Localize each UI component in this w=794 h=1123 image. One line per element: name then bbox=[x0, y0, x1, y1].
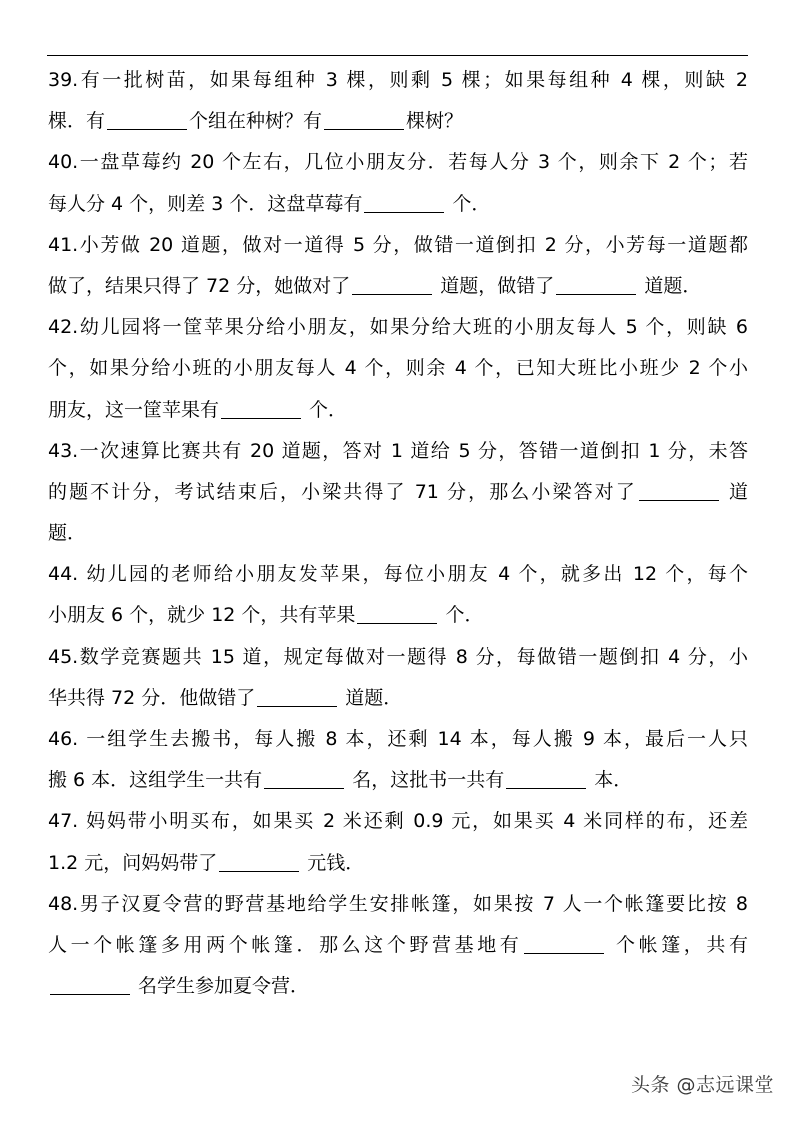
question-text: 1.2 元，问妈妈带了 bbox=[48, 851, 218, 874]
question-text: 40.一盘草莓约 20 个左右，几位小朋友分．若每人分 3 个，则余下 2 个；若 bbox=[48, 151, 748, 174]
question-text: 个组在种树？有 bbox=[189, 110, 323, 133]
answer-blank[interactable] bbox=[107, 110, 187, 130]
question-text: 个． bbox=[439, 604, 484, 627]
question-text: 42.幼儿园将一筐苹果分给小朋友，如果分给大班的小朋友每人 5 个，则缺 6 bbox=[48, 316, 748, 339]
answer-blank[interactable] bbox=[364, 193, 444, 213]
question-46 bbox=[48, 719, 748, 801]
question-text: 朋友，这一筐苹果有 bbox=[48, 398, 220, 421]
answer-blank[interactable] bbox=[357, 604, 437, 624]
question-text: 搬 6 本．这组学生一共有 bbox=[48, 769, 263, 792]
question-text: 道题，做错了 bbox=[434, 274, 555, 297]
answer-blank[interactable] bbox=[324, 110, 404, 130]
answer-blank[interactable] bbox=[257, 687, 337, 707]
question-text: 小朋友 6 个，就少 12 个，共有苹果 bbox=[48, 604, 356, 627]
question-line bbox=[48, 760, 748, 801]
question-text: 道题． bbox=[638, 274, 702, 297]
question-text: 48.男子汉夏令营的野营基地给学生安排帐篷，如果按 7 人一个帐篷要比按 8 bbox=[48, 892, 748, 915]
answer-blank[interactable] bbox=[264, 769, 344, 789]
question-text: 个帐篷，共有 bbox=[606, 933, 748, 956]
question-line bbox=[48, 966, 748, 1007]
question-text: 个，如果分给小班的小朋友每人 4 个，则余 4 个，已知大班比小班少 2 个小 bbox=[48, 357, 748, 380]
question-text: 47. 妈妈带小明买布，如果买 2 米还剩 0.9 元，如果买 4 米同样的布，还差 bbox=[48, 810, 748, 833]
question-text: 题． bbox=[48, 522, 87, 545]
question-line bbox=[48, 637, 748, 678]
question-line bbox=[48, 225, 748, 266]
question-text: 46. 一组学生去搬书，每人搬 8 本，还剩 14 本，每人搬 9 本，最后一人只 bbox=[48, 728, 748, 750]
question-list bbox=[48, 60, 748, 1007]
question-line bbox=[48, 348, 748, 389]
question-text: 43.一次速算比赛共有 20 道题，答对 1 道给 5 分，答错一道倒扣 1 分，未答 bbox=[48, 439, 748, 462]
question-40 bbox=[48, 142, 748, 224]
question-text: 人一个帐篷多用两个帐篷．那么这个野营基地有 bbox=[48, 933, 523, 956]
question-39 bbox=[48, 60, 748, 142]
watermark: 头条 @志远课堂 bbox=[630, 1074, 774, 1096]
question-text: 41.小芳做 20 道题，做对一道得 5 分，做错一道倒扣 2 分，小芳每一道题都 bbox=[48, 233, 748, 256]
question-text: 每人分 4 个，则差 3 个．这盘草莓有 bbox=[48, 192, 363, 215]
question-line bbox=[48, 925, 748, 966]
question-line bbox=[48, 884, 748, 925]
question-text: 棵树？ bbox=[406, 110, 464, 133]
question-line bbox=[48, 390, 748, 431]
top-rule bbox=[47, 55, 748, 56]
question-line bbox=[48, 843, 748, 884]
answer-blank[interactable] bbox=[506, 769, 586, 789]
question-line bbox=[48, 472, 748, 513]
question-44 bbox=[48, 554, 748, 636]
question-text: 棵．有 bbox=[48, 110, 106, 133]
question-text: 道 bbox=[720, 480, 748, 503]
question-line bbox=[48, 184, 748, 225]
question-line bbox=[48, 307, 748, 348]
question-text: 45.数学竞赛题共 15 道，规定每做对一题得 8 分，每做错一题倒扣 4 分，小 bbox=[48, 645, 748, 668]
question-text: 名，这批书一共有 bbox=[346, 769, 505, 792]
question-41 bbox=[48, 225, 748, 307]
question-text: 个． bbox=[303, 398, 348, 421]
question-text: 华共得 72 分．他做错了 bbox=[48, 686, 256, 709]
question-42 bbox=[48, 307, 748, 431]
answer-blank[interactable] bbox=[556, 275, 636, 295]
question-text: 39.有一批树苗，如果每组种 3 棵，则剩 5 棵；如果每组种 4 棵，则缺 2 bbox=[48, 69, 748, 91]
question-line bbox=[48, 554, 748, 595]
question-line bbox=[48, 719, 748, 760]
question-text: 名学生参加夏令营． bbox=[132, 975, 310, 998]
question-text: 元钱． bbox=[301, 851, 365, 874]
question-line bbox=[48, 801, 748, 842]
question-text: 的题不计分，考试结束后，小梁共得了 71 分，那么小梁答对了 bbox=[48, 480, 637, 503]
question-text: 个． bbox=[446, 192, 491, 215]
question-line bbox=[48, 60, 748, 101]
question-45 bbox=[48, 637, 748, 719]
question-line bbox=[48, 266, 748, 307]
question-text: 本． bbox=[588, 769, 633, 792]
question-line bbox=[48, 513, 748, 554]
question-line bbox=[48, 101, 748, 142]
answer-blank[interactable] bbox=[352, 275, 432, 295]
question-text: 44. 幼儿园的老师给小朋友发苹果，每位小朋友 4 个，就多出 12 个，每个 bbox=[48, 563, 748, 586]
question-line bbox=[48, 431, 748, 472]
question-48 bbox=[48, 884, 748, 1008]
answer-blank[interactable] bbox=[524, 934, 604, 954]
question-47 bbox=[48, 801, 748, 883]
question-text: 做了，结果只得了 72 分，她做对了 bbox=[48, 274, 351, 297]
answer-blank[interactable] bbox=[50, 975, 130, 995]
question-line bbox=[48, 142, 748, 183]
answer-blank[interactable] bbox=[639, 481, 719, 501]
question-line bbox=[48, 595, 748, 636]
answer-blank[interactable] bbox=[219, 852, 299, 872]
answer-blank[interactable] bbox=[221, 399, 301, 419]
question-43 bbox=[48, 431, 748, 555]
question-line bbox=[48, 678, 748, 719]
question-text: 道题． bbox=[339, 686, 403, 709]
